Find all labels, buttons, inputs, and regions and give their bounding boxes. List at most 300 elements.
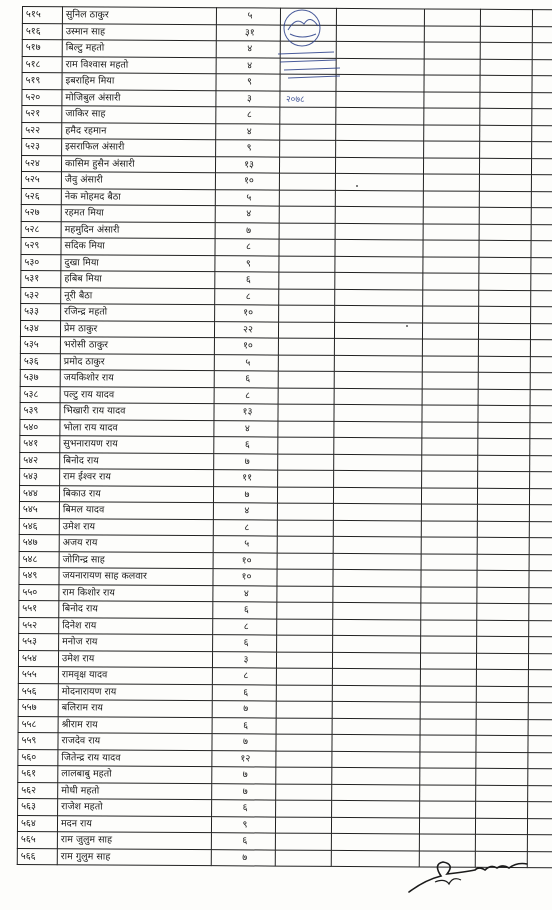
empty-cell [335, 173, 423, 190]
name-cell: जितेन्द्र राय यादव [58, 749, 212, 766]
empty-cell [278, 338, 334, 355]
empty-cell [532, 43, 552, 60]
empty-cell [334, 355, 422, 372]
serial-number-cell: ५३६ [20, 353, 60, 370]
name-cell: भरोसी ठाकुर [60, 337, 214, 354]
empty-cell [335, 190, 423, 207]
serial-number-cell: ५१६ [22, 23, 62, 40]
serial-number-cell: ५२९ [21, 237, 61, 254]
empty-cell [476, 686, 528, 703]
count-cell: ७ [212, 783, 276, 800]
name-cell: सुनिल ठाकुर [62, 7, 216, 24]
count-cell: ७ [212, 701, 276, 718]
count-cell: ८ [213, 519, 277, 536]
serial-number-cell: ५२७ [21, 204, 61, 221]
count-cell: ९ [216, 74, 280, 91]
empty-cell [480, 9, 532, 26]
empty-cell [423, 157, 479, 174]
empty-cell [420, 702, 476, 719]
empty-cell [421, 603, 477, 620]
empty-cell [421, 619, 477, 636]
empty-cell [480, 75, 532, 92]
empty-cell [531, 257, 552, 274]
empty-cell [424, 141, 480, 158]
empty-cell [477, 488, 529, 505]
serial-number-cell: ५५७ [18, 699, 58, 716]
empty-cell [335, 239, 423, 256]
empty-cell [332, 701, 420, 718]
empty-cell [334, 322, 422, 339]
empty-cell [529, 587, 552, 604]
ledger-table [17, 6, 552, 868]
empty-cell [335, 206, 423, 223]
empty-cell [530, 422, 552, 439]
serial-number-cell: ५६० [18, 749, 58, 766]
empty-cell [479, 257, 531, 274]
count-cell: ७ [211, 849, 275, 866]
empty-cell [332, 751, 420, 768]
name-cell: राजेश महतो [58, 799, 212, 816]
empty-cell [421, 636, 477, 653]
name-cell: दुखा मिया [61, 254, 215, 271]
empty-cell [480, 42, 532, 59]
empty-cell [276, 652, 332, 669]
empty-cell [420, 801, 476, 818]
empty-cell [478, 405, 530, 422]
empty-cell [422, 388, 478, 405]
empty-cell [531, 224, 552, 241]
empty-cell [276, 718, 332, 735]
empty-cell [275, 833, 331, 850]
name-cell: उमेश राय [58, 650, 212, 667]
empty-cell [529, 620, 552, 637]
empty-cell [277, 503, 333, 520]
name-cell: मोधी महतो [58, 782, 212, 799]
empty-cell [335, 305, 423, 322]
empty-cell [476, 719, 528, 736]
empty-cell [532, 142, 552, 159]
empty-cell [277, 635, 333, 652]
empty-cell [530, 356, 552, 373]
serial-number-cell: ५४३ [20, 468, 60, 485]
empty-cell [421, 586, 477, 603]
empty-cell [528, 769, 552, 786]
serial-number-cell: ५५९ [18, 732, 58, 749]
empty-cell [419, 817, 475, 834]
empty-cell [529, 538, 552, 555]
empty-cell [277, 569, 333, 586]
count-cell: ७ [212, 767, 276, 784]
serial-number-cell: ५५० [19, 584, 59, 601]
empty-cell [529, 505, 552, 522]
empty-cell [527, 818, 552, 835]
empty-cell [479, 191, 531, 208]
empty-cell [478, 356, 530, 373]
empty-cell [421, 520, 477, 537]
name-cell: प्रेम ठाकुर [60, 320, 214, 337]
serial-number-cell: ५१७ [22, 40, 62, 57]
empty-cell [422, 405, 478, 422]
empty-cell [479, 207, 531, 224]
empty-cell [477, 554, 529, 571]
empty-cell [334, 371, 422, 388]
empty-cell [334, 338, 422, 355]
serial-number-cell: ५५८ [18, 716, 58, 733]
ink-speck [406, 325, 408, 327]
empty-cell [420, 652, 476, 669]
serial-number-cell: ५५६ [18, 683, 58, 700]
empty-cell [335, 272, 423, 289]
empty-cell [332, 800, 420, 817]
count-cell: ६ [212, 717, 276, 734]
name-cell: बिकाउ राय [59, 485, 213, 502]
name-cell: बिमल यादव [59, 502, 213, 519]
empty-cell [529, 637, 552, 654]
empty-cell [531, 290, 552, 307]
name-cell: सदिक मिया [61, 238, 215, 255]
empty-cell [476, 801, 528, 818]
name-cell: बिल्टु महतो [62, 40, 216, 57]
empty-cell [332, 767, 420, 784]
name-cell: दिनेश राय [59, 617, 213, 634]
serial-number-cell: ५२५ [21, 171, 61, 188]
empty-cell [478, 372, 530, 389]
empty-cell [478, 323, 530, 340]
name-cell: अजय राय [59, 535, 213, 552]
serial-number-cell: ५३५ [20, 336, 60, 353]
empty-cell [278, 322, 334, 339]
empty-cell [479, 273, 531, 290]
empty-cell [276, 751, 332, 768]
empty-cell [476, 785, 528, 802]
empty-cell [334, 404, 422, 421]
empty-cell [424, 9, 480, 26]
serial-number-cell: ५५१ [19, 600, 59, 617]
empty-cell [276, 800, 332, 817]
name-cell: नेक मोहमद बैठा [61, 188, 215, 205]
empty-cell [278, 421, 334, 438]
empty-cell [278, 371, 334, 388]
empty-cell [277, 553, 333, 570]
name-cell: प्रमोद ठाकुर [60, 353, 214, 370]
count-cell: ६ [211, 833, 275, 850]
count-cell: १० [213, 552, 277, 569]
count-cell: ६ [213, 635, 277, 652]
office-seal-stamp [270, 4, 350, 104]
serial-number-cell: ५३१ [21, 270, 61, 287]
empty-cell [333, 569, 421, 586]
empty-cell [532, 10, 552, 27]
empty-cell [477, 521, 529, 538]
name-cell: इसराफिल अंसारी [62, 139, 216, 156]
serial-number-cell: ५३७ [20, 369, 60, 386]
serial-number-cell: ५३८ [20, 386, 60, 403]
empty-cell [475, 834, 527, 851]
name-cell: कासिम हुसैन अंसारी [61, 155, 215, 172]
empty-cell [480, 108, 532, 125]
empty-cell [421, 553, 477, 570]
count-cell: १३ [215, 156, 279, 173]
name-cell: जयनारायण साह कलवार [59, 568, 213, 585]
name-cell: मोदनारायण राय [58, 683, 212, 700]
empty-cell [532, 109, 552, 126]
count-cell: ४ [213, 503, 277, 520]
empty-cell [276, 701, 332, 718]
serial-number-cell: ५२३ [22, 139, 62, 156]
empty-cell [480, 26, 532, 43]
empty-cell [531, 274, 552, 291]
empty-cell [422, 372, 478, 389]
serial-number-cell: ५४६ [19, 518, 59, 535]
empty-cell [420, 735, 476, 752]
name-cell: भिखारी राय यादव [60, 403, 214, 420]
empty-cell [277, 586, 333, 603]
count-cell: ९ [215, 255, 279, 272]
count-cell: ४ [216, 123, 280, 140]
stamp-year: २०७८ [286, 95, 305, 104]
empty-cell [423, 190, 479, 207]
name-cell: राजदेव राय [58, 733, 212, 750]
name-cell: मोजिबुल अंसारी [62, 89, 216, 106]
name-cell: नूरी बैठा [61, 287, 215, 304]
empty-cell [529, 554, 552, 571]
serial-number-cell: ५२२ [22, 122, 62, 139]
serial-number-cell: ५३४ [20, 320, 60, 337]
serial-number-cell: ५४४ [19, 485, 59, 502]
name-cell: राम गुलुम साह [57, 848, 211, 865]
name-cell: इबराहिम मिया [62, 73, 216, 90]
empty-cell [333, 619, 421, 636]
name-cell: जयकिशोर राय [60, 370, 214, 387]
ledger-sheet [17, 6, 544, 868]
empty-cell [423, 306, 479, 323]
empty-cell [280, 107, 336, 124]
empty-cell [475, 818, 527, 835]
empty-cell [531, 175, 552, 192]
empty-cell [477, 570, 529, 587]
name-cell: मदन राय [57, 815, 211, 832]
empty-cell [529, 521, 552, 538]
name-cell: मनोज राय [59, 634, 213, 651]
empty-cell [527, 835, 552, 852]
empty-cell [531, 241, 552, 258]
empty-cell [334, 470, 422, 487]
empty-cell [332, 734, 420, 751]
empty-cell [279, 305, 335, 322]
empty-cell [421, 487, 477, 504]
empty-cell [423, 256, 479, 273]
empty-cell [476, 669, 528, 686]
empty-cell [528, 785, 552, 802]
serial-number-cell: ५४९ [19, 567, 59, 584]
empty-cell [279, 206, 335, 223]
serial-number-cell: ५५२ [19, 617, 59, 634]
empty-cell [331, 817, 419, 834]
serial-number-cell: ५२४ [21, 155, 61, 172]
count-cell: १० [214, 338, 278, 355]
empty-cell [424, 75, 480, 92]
serial-number-cell: ५४० [20, 419, 60, 436]
empty-cell [532, 59, 552, 76]
empty-cell [276, 767, 332, 784]
count-cell: १२ [212, 750, 276, 767]
serial-number-cell: ५६६ [17, 848, 57, 865]
empty-cell [422, 454, 478, 471]
serial-number-cell: ५४८ [19, 551, 59, 568]
empty-cell [332, 784, 420, 801]
empty-cell [420, 669, 476, 686]
empty-cell [333, 520, 421, 537]
empty-cell [421, 504, 477, 521]
name-cell: लालबाबु महतो [58, 766, 212, 783]
count-cell: ८ [215, 288, 279, 305]
empty-cell [279, 223, 335, 240]
count-cell: २२ [214, 321, 278, 338]
serial-number-cell: ५३९ [20, 402, 60, 419]
empty-cell [332, 668, 420, 685]
serial-number-cell: ५६२ [18, 782, 58, 799]
empty-cell [276, 668, 332, 685]
count-cell: ७ [212, 734, 276, 751]
empty-cell [278, 388, 334, 405]
count-cell: ५ [216, 8, 280, 25]
name-cell: भोला राय यादव [60, 419, 214, 436]
empty-cell [480, 125, 532, 142]
empty-cell [480, 92, 532, 109]
empty-cell [335, 223, 423, 240]
empty-cell [333, 536, 421, 553]
empty-cell [422, 438, 478, 455]
serial-number-cell: ५६५ [17, 831, 57, 848]
empty-cell [479, 240, 531, 257]
serial-number-cell: ५६३ [18, 798, 58, 815]
name-cell: राम किशोर राय [59, 584, 213, 601]
serial-number-cell: ५४१ [20, 435, 60, 452]
empty-cell [529, 604, 552, 621]
count-cell: ४ [216, 57, 280, 74]
name-cell: रजिन्द्र महतो [61, 304, 215, 321]
empty-cell [278, 454, 334, 471]
empty-cell [420, 685, 476, 702]
ink-speck [356, 185, 358, 187]
count-cell: १० [215, 173, 279, 190]
count-cell: ९ [216, 140, 280, 157]
empty-cell [478, 339, 530, 356]
count-cell: १३ [214, 404, 278, 421]
count-cell: ७ [215, 222, 279, 239]
serial-number-cell: ५१९ [22, 73, 62, 90]
empty-cell [530, 455, 552, 472]
name-cell: बलिराम राय [58, 700, 212, 717]
empty-cell [334, 421, 422, 438]
name-cell: रहमत मिया [61, 205, 215, 222]
empty-cell [528, 802, 552, 819]
empty-cell [278, 437, 334, 454]
empty-cell [333, 635, 421, 652]
empty-cell [528, 719, 552, 736]
empty-cell [336, 140, 424, 157]
count-cell: ४ [214, 420, 278, 437]
count-cell: १० [213, 569, 277, 586]
count-cell: ११ [214, 470, 278, 487]
empty-cell [423, 273, 479, 290]
empty-cell [479, 158, 531, 175]
empty-cell [477, 537, 529, 554]
empty-cell [478, 471, 530, 488]
count-cell: ४ [216, 41, 280, 58]
empty-cell [528, 752, 552, 769]
empty-cell [531, 158, 552, 175]
name-cell: महमुदिन अंसारी [61, 221, 215, 238]
empty-cell [478, 422, 530, 439]
empty-cell [530, 323, 552, 340]
name-cell: उमेश राय [59, 518, 213, 535]
empty-cell [479, 174, 531, 191]
serial-number-cell: ५१५ [22, 7, 62, 24]
serial-number-cell: ५२१ [22, 106, 62, 123]
empty-cell [424, 42, 480, 59]
empty-cell [478, 389, 530, 406]
empty-cell [528, 653, 552, 670]
empty-cell [334, 388, 422, 405]
empty-cell [423, 207, 479, 224]
name-cell: राम जुलुम साह [57, 832, 211, 849]
empty-cell [333, 586, 421, 603]
empty-cell [478, 455, 530, 472]
empty-cell [332, 685, 420, 702]
empty-cell [477, 504, 529, 521]
empty-cell [423, 174, 479, 191]
empty-cell [336, 107, 424, 124]
serial-number-cell: ५१८ [22, 56, 62, 73]
serial-number-cell: ५४७ [19, 534, 59, 551]
empty-cell [275, 817, 331, 834]
empty-cell [476, 653, 528, 670]
empty-cell [277, 487, 333, 504]
count-cell: ६ [212, 800, 276, 817]
serial-number-cell: ५३० [21, 254, 61, 271]
empty-cell [480, 141, 532, 158]
serial-number-cell: ५५५ [18, 666, 58, 683]
empty-cell [420, 718, 476, 735]
empty-cell [278, 470, 334, 487]
serial-number-cell: ५२६ [21, 188, 61, 205]
name-cell: बिनोद राय [60, 452, 214, 469]
serial-number-cell: ५३२ [21, 287, 61, 304]
empty-cell [423, 240, 479, 257]
count-cell: ३१ [216, 24, 280, 41]
count-cell: ७ [214, 453, 278, 470]
empty-cell [277, 602, 333, 619]
serial-number-cell: ५५३ [19, 633, 59, 650]
empty-cell [331, 833, 419, 850]
empty-cell [335, 289, 423, 306]
empty-cell [528, 736, 552, 753]
empty-cell [335, 256, 423, 273]
empty-cell [277, 619, 333, 636]
empty-cell [477, 620, 529, 637]
count-cell: ३ [212, 651, 276, 668]
empty-cell [529, 571, 552, 588]
empty-cell [279, 239, 335, 256]
empty-cell [276, 685, 332, 702]
empty-cell [532, 92, 552, 109]
count-cell: ६ [212, 684, 276, 701]
empty-cell [278, 404, 334, 421]
count-cell: ६ [214, 437, 278, 454]
empty-cell [530, 439, 552, 456]
serial-number-cell: ५५४ [18, 650, 58, 667]
